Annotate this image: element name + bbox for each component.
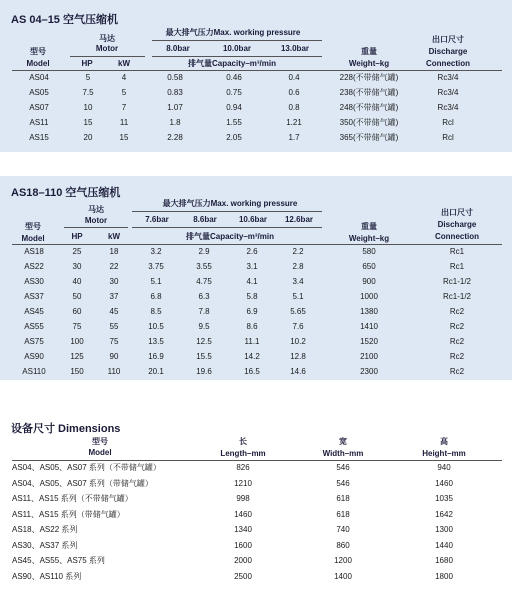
table-cell: 2.8 <box>292 262 304 271</box>
table-cell: 0.75 <box>226 88 242 97</box>
width-header-cn: 宽 <box>339 437 347 446</box>
capacity-divider <box>132 227 322 228</box>
table-cell: 0.4 <box>288 73 300 82</box>
table-cell: 2.05 <box>226 133 242 142</box>
length-header-en: Length–mm <box>220 449 266 458</box>
table-cell: Rc3/4 <box>437 103 459 112</box>
capacity-header: 排气量Capacity–m³/min <box>185 232 275 241</box>
table-cell: Rcl <box>442 118 454 127</box>
table-cell: 2.9 <box>198 247 210 256</box>
table-cell: 20 <box>83 133 93 142</box>
table-cell: 18 <box>109 247 119 256</box>
height-header-cn: 高 <box>440 437 448 446</box>
table-cell: 5.8 <box>246 292 258 301</box>
table-cell: Rcl <box>442 133 454 142</box>
pressure-divider <box>132 211 322 212</box>
table-cell: 1340 <box>234 525 252 534</box>
table-cell: 16.5 <box>244 367 260 376</box>
table-cell: 3.75 <box>148 262 164 271</box>
table-cell: 50 <box>72 292 82 301</box>
table-cell: 12.5 <box>196 337 212 346</box>
table-cell: 10.2 <box>290 337 306 346</box>
table-cell: AS11、AS15 系列（带储气罐） <box>12 509 125 519</box>
table-cell: 55 <box>109 322 119 331</box>
table-cell: 1.55 <box>226 118 242 127</box>
hp-divider <box>64 227 128 228</box>
table-cell: 10.5 <box>148 322 164 331</box>
table-cell: AS04、AS05、AS07 系列（带储气罐） <box>12 478 153 488</box>
table-cell: 7.6 <box>292 322 304 331</box>
table-cell: 1410 <box>360 322 378 331</box>
table-cell: 2.6 <box>246 247 258 256</box>
table-cell: 5 <box>121 88 127 97</box>
table-cell: 860 <box>336 540 350 550</box>
table-cell: 2.2 <box>292 247 304 256</box>
pressure-8-6: 8.6bar <box>193 215 217 224</box>
table-cell: AS18、AS22 系列 <box>12 525 78 534</box>
table-cell: AS04 <box>29 73 49 82</box>
table-cell: 9.5 <box>198 322 210 331</box>
weight-header-cn: 重量 <box>361 222 377 231</box>
table-cell: Rc1-1/2 <box>442 277 472 286</box>
table-cell: 2500 <box>234 571 252 581</box>
hp-header: HP <box>81 59 93 68</box>
connection-header-en2: Connection <box>426 59 470 68</box>
pressure-8: 8.0bar <box>166 44 190 53</box>
pressure-10: 10.0bar <box>222 44 252 53</box>
table-cell: AS05 <box>29 88 49 97</box>
table-cell: 0.58 <box>167 73 183 82</box>
table-cell: 1642 <box>435 509 453 519</box>
table-cell: 1460 <box>435 478 453 488</box>
table-cell: AS55 <box>24 322 44 331</box>
table-cell: 546 <box>336 463 350 472</box>
table-cell: 0.8 <box>288 103 300 112</box>
connection-header-cn: 出口尺寸 <box>432 35 464 44</box>
table-cell: 1380 <box>360 307 378 316</box>
table-cell: 30 <box>72 262 82 271</box>
table-cell: 12.8 <box>290 352 306 361</box>
motor-header-en: Motor <box>95 44 119 53</box>
table-cell: 16.9 <box>148 352 164 361</box>
table-cell: AS37 <box>24 292 44 301</box>
table-cell: 100 <box>70 337 84 346</box>
table-cell: 1300 <box>435 525 453 534</box>
table-cell: Rc3/4 <box>437 88 459 97</box>
table-cell: 1.8 <box>169 118 181 127</box>
table-cell: 4.75 <box>196 277 212 286</box>
table-cell: 1520 <box>360 337 378 346</box>
table-cell: 2.28 <box>167 133 183 142</box>
table-3-title: 设备尺寸 Dimensions <box>11 423 121 435</box>
table-cell: 5.1 <box>150 277 162 286</box>
table-cell: 1200 <box>334 556 352 565</box>
hp-divider <box>70 56 145 57</box>
table-cell: 1000 <box>360 292 378 301</box>
weight-header-cn: 重量 <box>361 47 377 56</box>
table-cell: 6.9 <box>246 307 258 316</box>
table-cell: 248(不带储气罐) <box>339 103 399 112</box>
table-cell: 0.83 <box>167 88 183 97</box>
header-underline <box>12 460 502 461</box>
table-cell: 40 <box>72 277 82 286</box>
table-cell: Rc3/4 <box>437 73 459 82</box>
table-cell: 0.94 <box>226 103 242 112</box>
table-cell: AS30、AS37 系列 <box>12 540 78 550</box>
table-2-title: AS18–110 空气压缩机 <box>11 187 121 199</box>
table-cell: 20.1 <box>148 367 164 376</box>
table-1-title: AS 04–15 空气压缩机 <box>11 14 118 26</box>
table-cell: 365(不带储气罐) <box>339 133 399 142</box>
table-cell: 5.65 <box>290 307 306 316</box>
motor-header-en: Motor <box>84 216 108 225</box>
table-cell: 1680 <box>435 556 453 565</box>
table-cell: Rc1 <box>449 247 465 256</box>
table-cell: AS11 <box>29 118 49 127</box>
table-cell: 238(不带储气罐) <box>339 88 399 97</box>
table-cell: 7 <box>121 103 127 112</box>
table-cell: AS07 <box>29 103 49 112</box>
model-header-en: Model <box>26 59 50 68</box>
connection-header-en1: Discharge <box>437 220 477 229</box>
table-cell: 14.2 <box>244 352 260 361</box>
table-3-section <box>0 410 512 589</box>
table-cell: 740 <box>336 525 350 534</box>
pressure-12-6: 12.6bar <box>284 215 314 224</box>
table-cell: 940 <box>437 463 451 472</box>
table-cell: 1400 <box>334 571 352 581</box>
table-cell: 5 <box>85 73 91 82</box>
model-header-en: Model <box>88 448 112 457</box>
model-header-cn: 型号 <box>92 437 108 446</box>
table-cell: 19.6 <box>196 367 212 376</box>
table-cell: 1.07 <box>167 103 183 112</box>
capacity-header: 排气量Capacity–m³/min <box>187 59 277 68</box>
table-cell: 30 <box>109 277 119 286</box>
table-cell: Rc1-1/2 <box>442 292 472 301</box>
table-cell: Rc2 <box>449 337 465 346</box>
table-cell: 1600 <box>234 540 252 550</box>
table-cell: 350(不带储气罐) <box>339 118 399 127</box>
table-cell: AS45 <box>24 307 44 316</box>
table-cell: 75 <box>109 337 119 346</box>
table-cell: 1800 <box>435 571 453 581</box>
table-cell: 13.5 <box>148 337 164 346</box>
weight-header-en: Weight–kg <box>348 234 390 243</box>
table-cell: 110 <box>107 367 121 376</box>
table-cell: 0.6 <box>288 88 300 97</box>
table-cell: AS90、AS110 系列 <box>12 571 82 581</box>
table-cell: 618 <box>336 494 350 503</box>
table-cell: Rc2 <box>449 367 465 376</box>
table-cell: AS15 <box>29 133 49 142</box>
table-cell: 826 <box>236 463 250 472</box>
table-cell: 8.6 <box>246 322 258 331</box>
table-cell: 15 <box>83 118 93 127</box>
table-cell: 1.21 <box>286 118 302 127</box>
table-cell: 22 <box>109 262 119 271</box>
table-cell: 4 <box>121 73 127 82</box>
table-cell: 3.55 <box>196 262 212 271</box>
pressure-divider <box>152 40 322 41</box>
pressure-10-6: 10.6bar <box>238 215 268 224</box>
table-cell: 90 <box>109 352 119 361</box>
table-cell: 11 <box>119 118 129 127</box>
connection-header-cn: 出口尺寸 <box>441 208 473 217</box>
table-cell: 37 <box>109 292 119 301</box>
table-cell: AS18 <box>24 247 44 256</box>
table-cell: Rc1 <box>449 262 465 271</box>
table-cell: 2300 <box>360 367 378 376</box>
table-cell: 1460 <box>234 509 252 519</box>
table-cell: 45 <box>109 307 119 316</box>
table-cell: 650 <box>362 262 376 271</box>
model-header-en: Model <box>21 234 45 243</box>
table-cell: 546 <box>336 478 350 488</box>
table-cell: 3.4 <box>292 277 304 286</box>
kw-header: kW <box>108 232 120 241</box>
table-cell: AS45、AS55、AS75 系列 <box>12 556 105 565</box>
table-cell: AS90 <box>24 352 44 361</box>
table-cell: 1035 <box>435 494 453 503</box>
table-cell: 14.6 <box>290 367 306 376</box>
header-underline <box>12 244 502 245</box>
table-cell: 10 <box>83 103 93 112</box>
table-cell: 150 <box>70 367 84 376</box>
width-header-en: Width–mm <box>322 449 364 458</box>
table-cell: Rc2 <box>449 322 465 331</box>
table-cell: 7.8 <box>198 307 210 316</box>
table-2-section <box>0 176 512 380</box>
table-cell: 580 <box>362 247 376 256</box>
table-cell: AS04、AS05、AS07 系列（不带储气罐） <box>12 463 161 472</box>
table-cell: 75 <box>72 322 82 331</box>
table-cell: AS11、AS15 系列（不带储气罐） <box>12 494 133 503</box>
table-cell: AS110 <box>22 367 46 376</box>
table-cell: 228(不带储气罐) <box>339 73 399 82</box>
table-cell: 2000 <box>234 556 252 565</box>
table-cell: 5.1 <box>292 292 304 301</box>
table-cell: 125 <box>70 352 84 361</box>
table-cell: Rc2 <box>449 352 465 361</box>
table-cell: 6.3 <box>198 292 210 301</box>
table-cell: 2100 <box>360 352 378 361</box>
table-cell: 1210 <box>234 478 252 488</box>
pressure-7-6: 7.6bar <box>145 215 169 224</box>
table-cell: 25 <box>72 247 82 256</box>
length-header-cn: 长 <box>239 437 247 446</box>
kw-header: kW <box>118 59 130 68</box>
table-cell: 7.5 <box>82 88 94 97</box>
table-cell: 0.46 <box>226 73 242 82</box>
table-cell: 6.8 <box>150 292 162 301</box>
table-cell: AS30 <box>24 277 44 286</box>
table-cell: 11.1 <box>244 337 260 346</box>
table-cell: 900 <box>362 277 376 286</box>
table-cell: 998 <box>236 494 250 503</box>
model-header-cn: 型号 <box>30 47 46 56</box>
height-header-en: Height–mm <box>422 449 466 458</box>
table-cell: 15.5 <box>196 352 212 361</box>
weight-header-en: Weight–kg <box>348 59 390 68</box>
table-cell: 8.5 <box>150 307 162 316</box>
connection-header-en1: Discharge <box>428 47 468 56</box>
header-underline <box>12 70 502 71</box>
motor-header-cn: 马达 <box>99 34 115 43</box>
model-header-cn: 型号 <box>25 222 41 231</box>
hp-header: HP <box>71 232 83 241</box>
table-cell: AS75 <box>24 337 44 346</box>
pressure-header: 最大排气压力Max. working pressure <box>162 199 298 208</box>
table-cell: Rc2 <box>449 307 465 316</box>
table-cell: 60 <box>72 307 82 316</box>
table-1-section <box>0 0 512 152</box>
table-cell: 3.1 <box>246 262 258 271</box>
table-cell: 4.1 <box>246 277 258 286</box>
pressure-13: 13.0bar <box>280 44 310 53</box>
pressure-header: 最大排气压力Max. working pressure <box>165 28 301 37</box>
table-cell: 618 <box>336 509 350 519</box>
motor-header-cn: 马达 <box>88 205 104 214</box>
connection-header-en2: Connection <box>435 232 479 241</box>
capacity-divider <box>152 56 322 57</box>
table-cell: 15 <box>119 133 129 142</box>
table-cell: 1.7 <box>288 133 300 142</box>
table-cell: 1440 <box>435 540 453 550</box>
table-cell: AS22 <box>24 262 44 271</box>
table-cell: 3.2 <box>150 247 162 256</box>
